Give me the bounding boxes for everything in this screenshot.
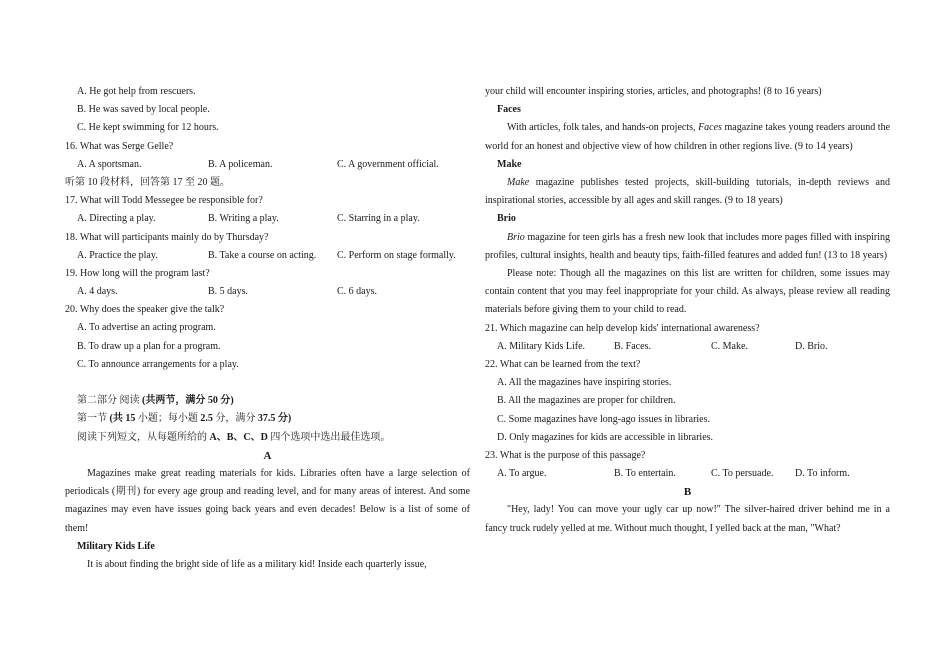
q16-option-a: A. A sportsman. <box>77 158 142 170</box>
listening-instruction: 听第 10 段材料，回答第 17 至 20 题。 <box>65 176 230 188</box>
q19-stem: 19. How long will the program last? <box>65 267 210 279</box>
passage-b-label: B <box>683 486 692 499</box>
section1-count: 15 <box>125 413 136 425</box>
q18-options <box>65 247 470 265</box>
q20-option-a: A. To advertise an acting program. <box>77 322 216 334</box>
section1-each: 2.5 <box>200 413 213 425</box>
part2-label: 第二部分 阅读 <box>77 395 142 407</box>
section1-t1: (共 <box>109 413 126 425</box>
q18-option-b: B. Take a course on acting. <box>208 249 317 261</box>
instruction-choices: A、B、C、D <box>209 431 268 443</box>
section1-t2: 小题；每小题 <box>135 413 201 425</box>
part2-heading <box>65 392 470 410</box>
left-column <box>65 83 470 574</box>
make-name: Make <box>507 176 530 188</box>
q20-option-b: B. To draw up a plan for a program. <box>77 340 221 352</box>
faces-pre: With articles, folk tales, and hands-on projects, <box>507 122 699 134</box>
faces-heading: Faces <box>497 104 521 116</box>
q19-option-c: C. 6 days. <box>337 286 377 298</box>
q17-option-c: C. Starring in a play. <box>337 213 420 225</box>
q23-options <box>485 465 890 483</box>
q18-stem: 18. What will participants mainly do by Thursday? <box>65 231 269 243</box>
make-heading: Make <box>497 158 522 170</box>
military-text-end: your child will encounter inspiring stories, articles, and photographs! (8 to 16 years) <box>485 86 822 97</box>
q18-option-c: C. Perform on stage formally. <box>337 249 456 261</box>
part2-paren: (共两节，满分 <box>142 395 208 407</box>
instruction-pre: 阅读下列短文，从每题所给的 <box>77 431 210 443</box>
passage-a-intro: Magazines make great reading materials for kids. Libraries often have a large selection of periodicals (期刊) for every age group and reading level, and for many areas of interest. And some magazines may even have issues going back years and even decades! Below is a list of some of them! <box>65 467 470 534</box>
q16-option-b: B. A policeman. <box>208 158 273 170</box>
brio-name: Brio <box>507 231 525 243</box>
q19-option-b: B. 5 days. <box>208 286 248 298</box>
q22-option-d: D. Only magazines for kids are accessible in libraries. <box>497 431 714 443</box>
passage-a-label: A <box>263 449 272 462</box>
q16-stem: 16. What was Serge Gelle? <box>65 140 174 152</box>
part2-score: 50 <box>207 395 218 407</box>
q17-option-a: A. Directing a play. <box>77 213 156 225</box>
q21-options <box>485 338 890 356</box>
section1-label: 第一节 <box>77 413 110 425</box>
q22-option-b: B. All the magazines are proper for children. <box>497 395 676 407</box>
q17-options <box>65 210 470 228</box>
q21-option-d: D. Brio. <box>795 340 828 352</box>
q17-option-b: B. Writing a play. <box>208 213 279 225</box>
q15-option-b: B. He was saved by local people. <box>77 104 210 116</box>
section1-t3: 分，满分 <box>212 413 258 425</box>
q22-stem: 22. What can be learned from the text? <box>485 358 641 370</box>
make-post: magazine publishes tested projects, skill-building tutorials, in-depth reviews and inspirational stories, accessible by all ages and skill ranges. (9 to 18 years) <box>485 176 890 207</box>
brio-text <box>485 229 890 265</box>
q23-option-c: C. To persuade. <box>711 468 774 480</box>
q19-option-a: A. 4 days. <box>77 286 118 298</box>
passage-b-text: "Hey, lady! You can move your ugly car up now!" The silver-haired driver behind me in a fancy truck rudely yelled at me. Without much thought, I yelled back at the man, "What? <box>485 504 890 534</box>
q22-option-c: C. Some magazines have long-ago issues in libraries. <box>497 413 711 425</box>
magazine-note: Please note: Though all the magazines on this list are written for children, some issues may contain content that you may feel inappropriate for your child. As always, please review all reading materials before giving them to your child to read. <box>485 267 890 316</box>
faces-text <box>485 119 890 155</box>
q18-option-a: A. Practice the play. <box>77 249 158 261</box>
q20-option-c: C. To announce arrangements for a play. <box>77 358 239 370</box>
q15-option-a: A. He got help from rescuers. <box>77 86 196 97</box>
q21-option-b: B. Faces. <box>614 340 651 352</box>
section1-heading <box>65 410 470 428</box>
q21-stem: 21. Which magazine can help develop kids' international awareness? <box>485 322 760 334</box>
instruction-post: 四个选项中选出最佳选项。 <box>267 431 391 443</box>
q16-options <box>65 156 470 174</box>
q21-option-a: A. Military Kids Life. <box>497 340 586 352</box>
q23-stem: 23. What is the purpose of this passage? <box>485 449 646 461</box>
military-text-start: It is about finding the bright side of life as a military kid! Inside each quarterly issue, <box>87 558 427 570</box>
q20-stem: 20. Why does the speaker give the talk? <box>65 304 225 316</box>
make-text <box>485 174 890 210</box>
faces-name: Faces <box>698 122 722 134</box>
q19-options <box>65 283 470 301</box>
reading-instruction <box>65 429 470 447</box>
faces-post: magazine takes young readers around the world for an honest and objective view of how children in other regions live. (9 to 14 years) <box>485 122 891 152</box>
q16-option-c: C. A government official. <box>337 158 439 170</box>
military-heading: Military Kids Life <box>77 540 155 552</box>
q15-option-c: C. He kept swimming for 12 hours. <box>77 122 219 134</box>
q17-stem: 17. What will Todd Messegee be responsible for? <box>65 195 263 207</box>
right-column <box>485 83 890 538</box>
q21-option-c: C. Make. <box>711 340 748 352</box>
q22-option-a: A. All the magazines have inspiring stories. <box>497 377 672 389</box>
part2-unit: 分) <box>217 395 234 407</box>
q23-option-a: A. To argue. <box>497 468 547 480</box>
q23-option-d: D. To inform. <box>795 468 850 480</box>
brio-post: magazine for teen girls has a fresh new look that includes more pages filled with inspiring profiles, cultural insights, health and beauty tips, faith-filled features and added fun! (13 to 18 years) <box>485 231 890 261</box>
section1-t4: 分) <box>275 413 292 425</box>
brio-heading: Brio <box>497 213 516 225</box>
spacer <box>65 374 470 392</box>
q23-option-b: B. To entertain. <box>614 468 676 480</box>
section1-total: 37.5 <box>257 413 276 425</box>
